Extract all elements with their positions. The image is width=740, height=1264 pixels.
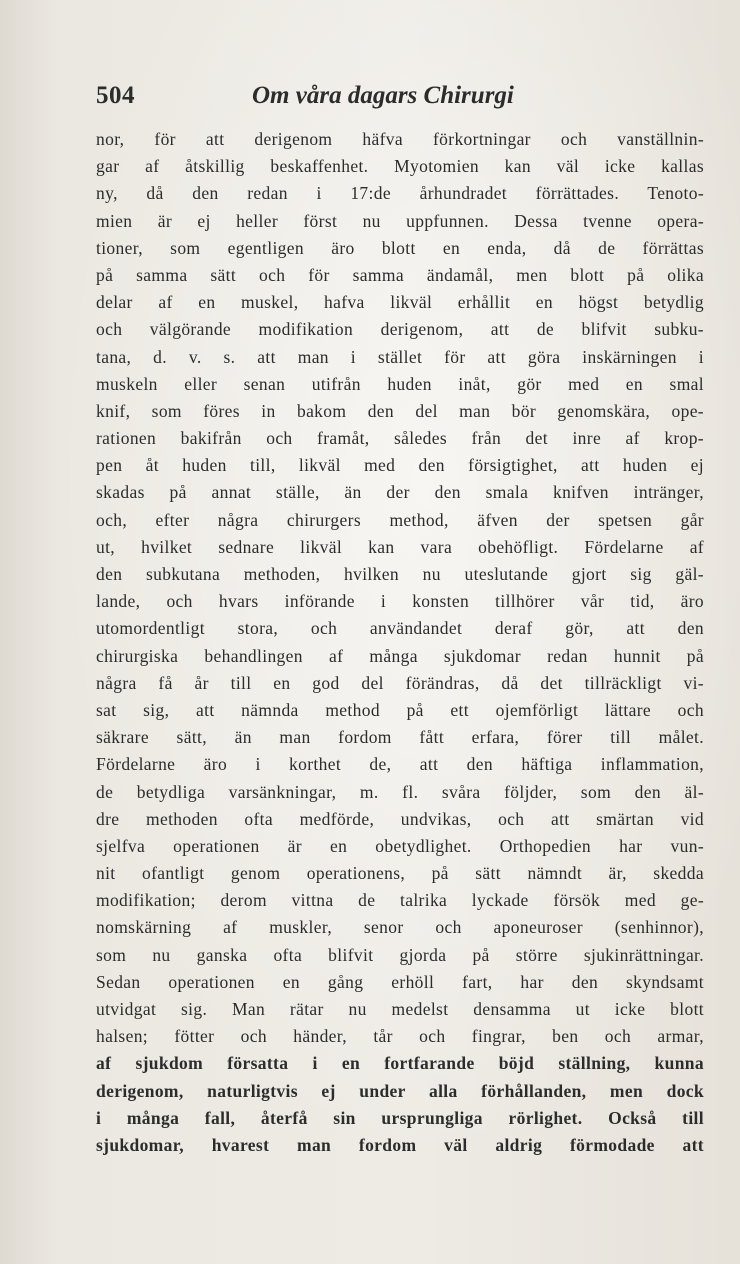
text-line: modifikation; derom vittna de talrika lyckade försök med ge- (96, 890, 704, 911)
text-line: sjukdomar, hvarest man fordom väl aldrig förmodade att (96, 1134, 704, 1155)
text-line: rationen bakifrån och framåt, således från det inre af krop- (96, 428, 704, 449)
text-line: mien är ej heller först nu uppfunnen. Dessa tvenne opera- (96, 210, 704, 231)
text-line: nor, för att derigenom häfva förkortningar och vanställnin- (96, 129, 704, 149)
text-line: Fördelarne äro i korthet de, att den häftiga inflammation, (96, 754, 704, 775)
text-line: på samma sätt och för samma ändamål, men blott på olika (96, 264, 704, 285)
text-line: dre methoden ofta medförde, undvikas, och att smärtan vid (96, 808, 704, 829)
text-line: ny, då den redan i 17:de århundradet förrättades. Tenoto- (96, 183, 704, 204)
text-line: tioner, som egentligen äro blott en enda, då de förrättas (96, 237, 704, 258)
text-line: sat sig, att nämnda method på ett ojemförligt lättare och (96, 699, 704, 720)
text-line: den subkutana methoden, hvilken nu uteslutande gjort sig gäl- (96, 564, 704, 584)
text-line: gar af åtskillig beskaffenhet. Myotomien kan väl icke kallas (96, 156, 704, 177)
body-text (96, 126, 704, 1159)
text-line: ut, hvilket sednare likväl kan vara obehöfligt. Fördelarne af (96, 536, 704, 557)
text-line: af sjukdom försatta i en fortfarande böjd ställning, kunna (96, 1053, 704, 1074)
text-line: lande, och hvars införande i konsten tillhörer vår tid, äro (96, 591, 704, 612)
text-line: skadas på annat ställe, än der den smala knifven intränger, (96, 482, 704, 503)
text-line: knif, som föres in bakom den del man bör genomskära, ope- (96, 400, 704, 421)
text-line: pen åt huden till, likväl med den försigtighet, att huden ej (96, 455, 704, 476)
text-line: säkrare sätt, än man fordom fått erfara, förer till målet. (96, 727, 704, 748)
page-header (96, 82, 704, 116)
text-line: derigenom, naturligtvis ej under alla förhållanden, men dock (96, 1080, 704, 1101)
text-line: som nu ganska ofta blifvit gjorda på större sjukinrättningar. (96, 944, 704, 965)
text-line: sjelfva operationen är en obetydlighet. Orthopedien har vun- (96, 835, 704, 856)
running-title: Om våra dagars Chirurgi (252, 82, 514, 109)
text-line: Sedan operationen en gång erhöll fart, har den skyndsamt (96, 971, 704, 992)
text-line: tana, d. v. s. att man i stället för att göra inskärningen i (96, 346, 704, 367)
text-line: halsen; fötter och händer, tår och fingrar, ben och armar, (96, 1026, 704, 1047)
text-line: utvidgat sig. Man rätar nu medelst densamma ut icke blott (96, 999, 704, 1019)
text-line: chirurgiska behandlingen af många sjukdomar redan hunnit på (96, 645, 704, 666)
text-line: några få år till en god del förändras, då det tillräckligt vi- (96, 672, 704, 693)
text-line: i många fall, återfå sin ursprungliga rörlighet. Också till (96, 1107, 704, 1128)
text-line: delar af en muskel, hafva likväl erhållit en högst betydlig (96, 292, 704, 313)
text-line: nit ofantligt genom operationens, på sätt nämndt är, skedda (96, 863, 704, 884)
text-line: de betydliga varsänkningar, m. fl. svåra följder, som den äl- (96, 781, 704, 802)
text-line: utomordentligt stora, och användandet deraf gör, att den (96, 618, 704, 639)
text-line: nomskärning af muskler, senor och aponeuroser (senhinnor), (96, 917, 704, 938)
text-line: och välgörande modifikation derigenom, att de blifvit subku- (96, 319, 704, 340)
text-line: muskeln eller senan utifrån huden inåt, gör med en smal (96, 373, 704, 394)
text-line: och, efter några chirurgers method, äfven der spetsen går (96, 509, 704, 530)
page-number: 504 (96, 82, 135, 109)
